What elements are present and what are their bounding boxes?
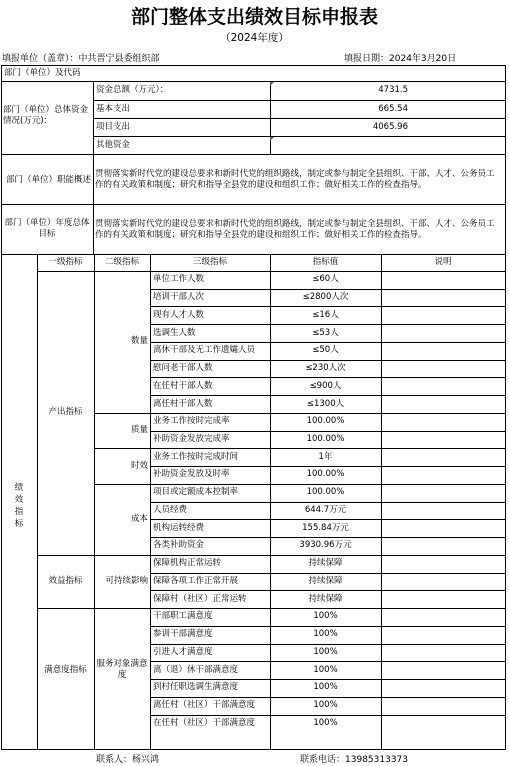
filing-unit-label: 填报单位（盖章）： — [2, 54, 79, 64]
indicator-name: 在任村（社区）干部满意度 — [153, 717, 256, 728]
indicator-name: 培训干部人次 — [153, 292, 205, 303]
indicator-name: 业务工作按时完成时间 — [153, 451, 239, 462]
indicator-value: 100% — [313, 682, 338, 693]
form-title: 部门整体支出绩效目标申报表 — [130, 6, 378, 28]
header-value: 指标值 — [312, 257, 339, 267]
contact-label: 联系人： — [96, 755, 133, 765]
sub-indicator: 数量 — [130, 336, 148, 347]
group-indicator: 产出指标 — [48, 407, 83, 418]
perf-side-label — [1, 470, 37, 530]
indicator-name: 离任村（社区）干部满意度 — [153, 700, 256, 711]
filing-date-value: 2024年3月20日 — [389, 54, 457, 64]
indicator-name: 选调生人数 — [153, 327, 196, 338]
grid-line — [1, 204, 505, 205]
indicator-value: ≤1300人 — [306, 398, 345, 409]
funds-row-label: 其他资金 — [96, 139, 131, 150]
indicator-value: ≤2800人次 — [302, 292, 349, 303]
sub-indicator: 服务对象满意度 — [96, 659, 148, 681]
indicator-value: 持续保障 — [308, 593, 343, 604]
funds-row-value — [273, 136, 408, 154]
indicator-name: 离（退）休干部满意度 — [153, 664, 239, 675]
indicator-value: 100% — [313, 646, 338, 657]
indicator-name: 补助资金发放及时率 — [153, 469, 230, 480]
indicator-name: 引进人才满意度 — [153, 646, 213, 657]
filing-date-label: 填报日期： — [344, 54, 390, 64]
indicator-value: ≤53人 — [312, 327, 339, 338]
indicator-name: 在任村干部人数 — [153, 380, 213, 391]
indicator-value: 100% — [313, 664, 338, 675]
funds-label: 部门（单位）总体资金情况(万元)： — [3, 105, 89, 126]
indicator-value: ≤60人 — [312, 274, 339, 285]
indicator-name: 干部职工满意度 — [153, 611, 213, 622]
funds-row-label: 基本支出 — [96, 103, 131, 114]
indicator-value: 持续保障 — [308, 575, 343, 586]
indicator-name: 各类补助资金 — [153, 540, 205, 551]
indicator-value: 100.00% — [306, 469, 345, 480]
filing-unit — [2, 51, 160, 64]
sub-indicator: 成本 — [130, 513, 148, 524]
indicator-name: 项目或定额成本控制率 — [153, 487, 239, 498]
indicator-value: 3930.96万元 — [299, 540, 352, 551]
indicator-value: 644.7万元 — [304, 504, 347, 515]
indicator-value: 持续保障 — [308, 558, 343, 569]
contact-person — [96, 752, 159, 765]
indicator-value: 100% — [313, 629, 338, 640]
funds-row-value: 665.54 — [378, 103, 408, 114]
indicator-value: ≤50人 — [312, 345, 339, 356]
indicator-value: 100% — [313, 717, 338, 728]
contact-value: 杨兴鸿 — [132, 755, 160, 765]
indicator-name: 到村任职选调生满意度 — [153, 682, 239, 693]
funds-row-value: 4731.5 — [378, 85, 408, 95]
funds-row-label: 项目支出 — [96, 121, 131, 132]
indicator-name: 现有人才人数 — [153, 309, 205, 320]
contact-phone — [300, 752, 408, 765]
group-indicator: 满意度指标 — [44, 664, 87, 675]
funds-row-label: 资金总额（万元）： — [96, 85, 169, 95]
indicator-value: 100.00% — [306, 416, 345, 427]
comment-marker-icon — [270, 82, 274, 86]
goal-label: 部门（单位）年度总体目标 — [4, 218, 90, 239]
indicator-name: 慰问老干部人数 — [153, 363, 213, 374]
perf-side-char: 效 — [14, 495, 24, 505]
indicator-name: 人员经费 — [153, 504, 188, 515]
indicator-value: 100.00% — [306, 434, 345, 445]
indicator-value: 100% — [313, 700, 338, 711]
indicator-value: 100.00% — [306, 487, 345, 498]
indicator-name: 单位工作人数 — [153, 274, 205, 285]
indicator-name: 参训干部满意度 — [153, 629, 213, 640]
perf-side-char: 标 — [14, 519, 24, 529]
indicator-value: ≤900人 — [309, 380, 342, 391]
grid-line — [1, 154, 505, 155]
indicator-name: 机构运转经费 — [153, 522, 205, 533]
phone-label: 联系电话： — [300, 755, 346, 765]
indicator-value: 155.84万元 — [302, 522, 349, 533]
comment-marker-icon — [270, 137, 274, 141]
perf-side-char: 绩 — [14, 483, 24, 493]
header-level3: 三级指标 — [192, 257, 227, 267]
indicator-name: 补助资金发放完成率 — [153, 434, 230, 445]
grid-line — [94, 254, 95, 750]
duties-label: 部门（单位）职能概述 — [5, 174, 91, 185]
goal-text: 贯彻落实新时代党的建设总要求和新时代党的组织路线，制定或参与制定全县组织、干部、人才、公务员工作的有关政策和制度；研究和指导全县党的建设和组织工作；做好相关工作的检查指导。 — [95, 219, 495, 240]
indicator-name: 离任村干部人数 — [153, 398, 213, 409]
filing-unit-value: 中共晋宁县委组织部 — [78, 54, 160, 64]
indicator-name: 业务工作按时完成率 — [153, 416, 230, 427]
group-indicator: 效益指标 — [48, 575, 83, 586]
indicator-name: 离休干部及无工作遗孀人员 — [153, 345, 256, 356]
header-level1: 一级指标 — [48, 257, 83, 267]
header-note: 说明 — [434, 257, 452, 267]
indicator-name: 保障各项工作正常开展 — [153, 575, 239, 586]
dept-label: 部门（单位）及代码 — [4, 68, 81, 78]
indicator-value: ≤230人次 — [305, 363, 346, 374]
indicator-value: 1年 — [318, 451, 333, 462]
form-subtitle: （2024年度） — [220, 32, 289, 44]
phone-value: 13985313373 — [345, 755, 409, 765]
filing-date — [344, 51, 456, 64]
indicator-value: ≤16人 — [312, 309, 339, 320]
indicator-name: 保障村（社区）正常运转 — [153, 593, 247, 604]
indicator-value: 100% — [313, 611, 338, 622]
sub-indicator: 质量 — [130, 425, 148, 436]
sub-indicator: 可持续影响 — [105, 575, 148, 586]
header-level2: 二级指标 — [104, 257, 139, 267]
funds-row-value: 4065.96 — [372, 121, 408, 132]
perf-side-char: 指 — [14, 507, 24, 517]
indicator-name: 保障机构正常运转 — [153, 558, 222, 569]
duties-text: 贯彻落实新时代党的建设总要求和新时代党的组织路线，制定或参与制定全县组织、干部、人才、公务员工作的有关政策和制度；研究和指导全县党的建设和组织工作；做好相关工作的检查指导。 — [95, 169, 495, 190]
sub-indicator: 时效 — [130, 460, 148, 471]
